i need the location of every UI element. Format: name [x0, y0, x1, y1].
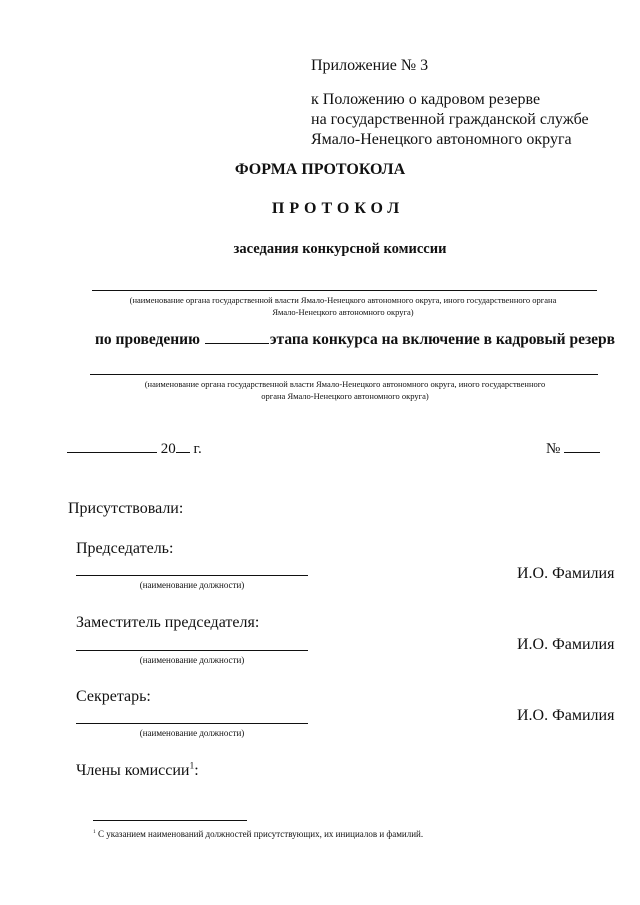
- chairman-label: Председатель:: [76, 540, 174, 557]
- deputy-position-caption: (наименование должности): [139, 655, 245, 665]
- appendix-line-3: Ямало-Ненецкого автономного округа: [311, 131, 572, 148]
- footnote-text: С указанием наименований должностей присутствующих, их инициалов и фамилий.: [97, 829, 424, 839]
- chairman-name: И.О. Фамилия: [517, 565, 615, 582]
- footnote: [93, 829, 423, 839]
- org-caption-2a: (наименование органа государственной власти Ямало-Ненецкого автономного округа, иного государственного: [144, 379, 546, 389]
- protocol-subtitle: заседания конкурсной комиссии: [233, 241, 447, 257]
- date-year-prefix: 20: [160, 441, 176, 457]
- stage-suffix: этапа конкурса на включение в кадровый резерв: [269, 331, 616, 348]
- chairman-position-caption: (наименование должности): [139, 580, 245, 590]
- secretary-label: Секретарь:: [76, 688, 151, 705]
- footnote-marker: 1: [93, 829, 96, 835]
- secretary-name: И.О. Фамилия: [517, 707, 615, 724]
- stage-blank: [205, 329, 269, 344]
- date-year-blank: [176, 440, 190, 453]
- org-caption-1b: Ямало-Ненецкого автономного округа): [272, 307, 414, 317]
- appendix-line-1: к Положению о кадровом резерве: [311, 91, 541, 108]
- members-colon: :: [194, 762, 199, 779]
- org-caption-2b: органа Ямало-Ненецкого автономного округа): [261, 391, 429, 401]
- org-caption-1a: (наименование органа государственной власти Ямало-Ненецкого автономного округа, иного государственного органа: [129, 295, 557, 305]
- appendix-line-2: на государственной гражданской службе: [311, 111, 589, 128]
- form-title: ФОРМА ПРОТОКОЛА: [234, 161, 406, 178]
- org-caption-2: [90, 378, 600, 402]
- footnote-divider: [93, 820, 247, 821]
- protocol-title: ПРОТОКОЛ: [271, 200, 405, 217]
- stage-prefix: по проведению: [95, 331, 200, 348]
- number-sign: №: [546, 441, 561, 457]
- members-footnote-ref: 1: [189, 760, 195, 772]
- org-caption-1: [93, 294, 593, 318]
- number-field: [546, 440, 600, 458]
- deputy-name: И.О. Фамилия: [517, 636, 615, 653]
- appendix-number: Приложение № 3: [311, 57, 429, 74]
- date-year-suffix: г.: [193, 441, 202, 457]
- appendix-gap: [311, 76, 589, 90]
- org-line-1: [92, 290, 597, 291]
- org-line-2: [90, 374, 598, 375]
- chairman-position-line: [76, 575, 308, 576]
- secretary-position-line: [76, 723, 308, 724]
- date-blank: [67, 440, 157, 453]
- appendix-header: [311, 56, 589, 150]
- present-label: Присутствовали:: [68, 500, 184, 517]
- date-field: [67, 440, 202, 458]
- secretary-position-caption: (наименование должности): [139, 728, 245, 738]
- members-label-text: Члены комиссии: [76, 762, 190, 779]
- number-blank: [564, 440, 600, 453]
- deputy-position-line: [76, 650, 308, 651]
- members-label: [76, 762, 199, 780]
- deputy-label: Заместитель председателя:: [76, 614, 260, 631]
- stage-line: [95, 329, 615, 349]
